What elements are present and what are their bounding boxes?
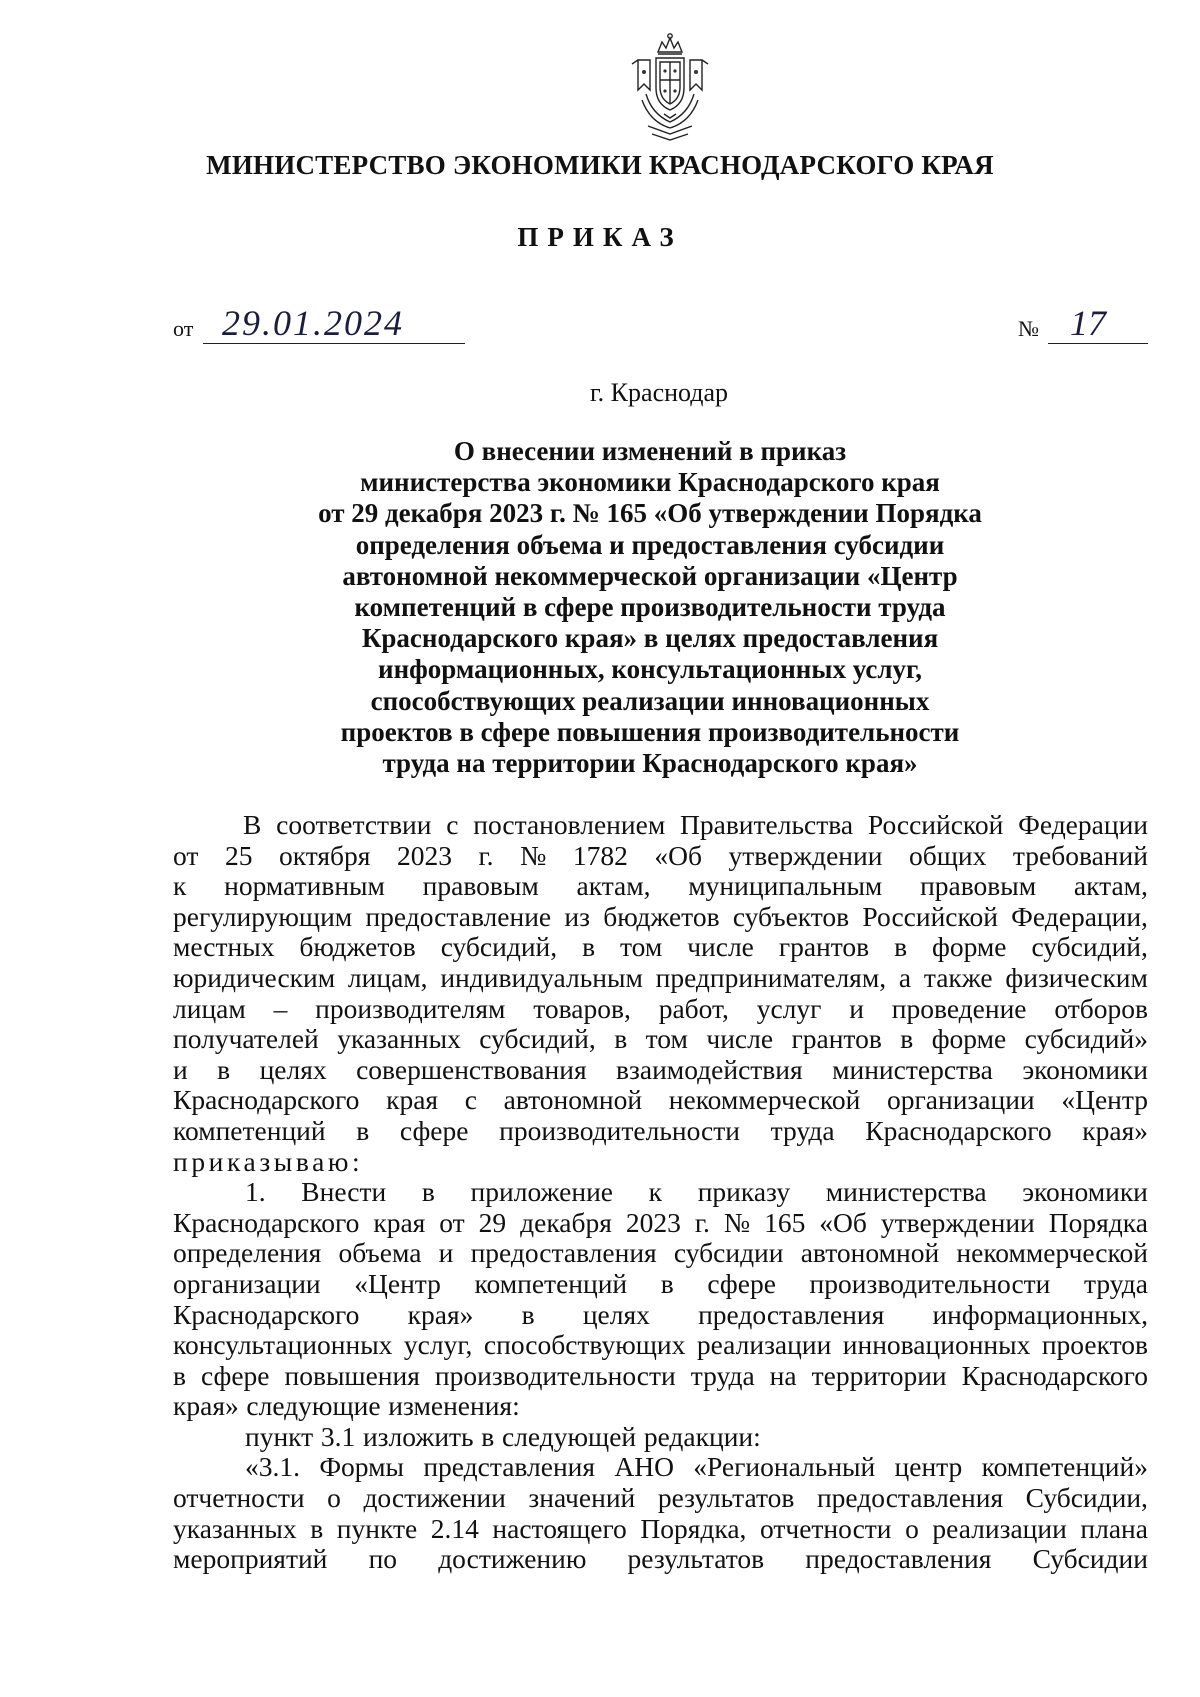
body-line <box>173 1514 1148 1545</box>
body-word: № <box>520 839 547 871</box>
body-word: некоммерческой <box>956 1237 1148 1269</box>
body-word: достижении <box>363 1482 506 1514</box>
body-word: соответствии <box>276 809 432 840</box>
body-word: сфере <box>707 1267 776 1299</box>
body-word: «Региональный <box>693 1451 876 1483</box>
body-word: лицам <box>173 992 246 1024</box>
body-word: 2023 <box>396 839 452 871</box>
body-word: 2023 <box>625 1206 681 1238</box>
body-line <box>173 932 1148 963</box>
body-line <box>173 810 1148 841</box>
body-word: Российской <box>867 809 1004 840</box>
body-word: результатов <box>657 1482 795 1514</box>
body-word: субъектов <box>732 900 850 932</box>
body-word: производительности <box>499 1114 740 1146</box>
body-word: юридическим <box>173 961 336 993</box>
body-word: о <box>905 1512 919 1544</box>
body-word: указанных <box>337 1023 461 1055</box>
body-word: территории <box>811 1359 947 1391</box>
body-word: «3.1. <box>245 1451 300 1483</box>
title-line: Краснодарского края» в целях предоставления <box>361 623 939 654</box>
body-word: предоставления <box>470 1237 657 1269</box>
body-word: достижению <box>438 1543 587 1575</box>
body-word: октября <box>278 839 371 871</box>
body-word: и <box>173 1053 188 1085</box>
body-word: том <box>619 931 663 963</box>
body-line <box>173 1055 1148 1086</box>
body-word: бюджетов <box>299 931 416 963</box>
number-label: № <box>1018 316 1039 341</box>
body-word: 29 <box>478 1206 507 1238</box>
order-title <box>150 436 1150 779</box>
body-word: проектов <box>1041 1329 1148 1361</box>
body-word: информационных, <box>932 1298 1148 1330</box>
body-word: результатов <box>627 1543 765 1575</box>
body-word: труда <box>690 1359 755 1391</box>
title-line: О внесении изменений в приказ <box>453 436 847 466</box>
body-line <box>173 1116 1148 1147</box>
body-word: В <box>243 809 262 840</box>
body-word: компетенций <box>173 1114 326 1146</box>
body-word: края <box>373 1206 426 1238</box>
body-word: том <box>645 1023 688 1055</box>
body-word: Субсидии, <box>1025 1482 1148 1514</box>
title-line: информационных, консультационных услуг, <box>378 654 922 685</box>
body-word: настоящего <box>492 1512 627 1544</box>
body-word: компетенций <box>474 1267 628 1299</box>
body-word: целях <box>582 1298 650 1330</box>
body-word: предпринимателям, <box>655 961 887 993</box>
body-word: грантов <box>778 931 870 963</box>
body-word: в <box>660 1267 674 1299</box>
body-word: изложить <box>362 1420 474 1452</box>
body-line <box>173 1024 1148 1055</box>
body-word: нормативным <box>224 870 385 902</box>
body-word: в <box>356 1114 370 1146</box>
body-word: предоставления <box>805 1543 992 1575</box>
body-word: субсидий» <box>1024 1023 1148 1055</box>
body-word: лицам, <box>347 961 428 993</box>
body-word: края» <box>1082 1114 1148 1146</box>
body-word: утверждении <box>880 1206 1035 1238</box>
body-word: по <box>368 1543 398 1575</box>
title-line: компетенций в сфере производительности труда <box>354 592 946 623</box>
body-word: экономики <box>1022 1053 1148 1085</box>
body-word: Краснодарского <box>961 1359 1148 1391</box>
document-type: ПРИКАЗ <box>517 222 683 252</box>
body-word: пункт <box>245 1420 314 1452</box>
title-line: автономной некоммерческой организации «Центр <box>342 560 958 591</box>
body-word: предоставления <box>816 1482 1004 1514</box>
body-word: редакции: <box>643 1420 761 1452</box>
body-word: требований <box>1012 839 1148 871</box>
body-word: с <box>446 809 459 840</box>
body-word: края» <box>173 1390 239 1422</box>
title-line: проектов в сфере повышения производительности <box>340 716 960 747</box>
body-word: приказу <box>697 1176 791 1208</box>
body-word: Краснодарского <box>173 1084 360 1116</box>
body-word: плана <box>1080 1512 1148 1544</box>
body-word: Формы <box>319 1451 405 1483</box>
ministry-name: МИНИСТЕРСТВО ЭКОНОМИКИ КРАСНОДАРСКОГО КРАЯ <box>206 150 994 180</box>
body-line <box>173 963 1148 994</box>
body-word: в <box>614 1023 628 1055</box>
body-word: муниципальным <box>688 870 883 902</box>
body-word: работ, <box>658 992 729 1024</box>
body-word: числе <box>706 1023 774 1055</box>
body-word: определения <box>173 1237 322 1269</box>
body-word: Порядка, <box>640 1512 747 1544</box>
body-word: к <box>173 870 187 902</box>
body-word: труда <box>1084 1267 1148 1299</box>
body-word: производителям <box>315 992 506 1024</box>
body-word: приложение <box>470 1176 613 1208</box>
body-word: физическим <box>1005 961 1148 993</box>
body-word: числе <box>687 931 754 963</box>
title-line: способствующих реализации инновационных <box>370 685 930 716</box>
body-word: Правительства <box>680 809 854 840</box>
body-word: субсидии <box>673 1237 784 1269</box>
body-word: Внести <box>301 1176 387 1208</box>
body-word: форме <box>932 931 1007 963</box>
body-word: грантов <box>791 1023 882 1055</box>
body-word: компетенций» <box>981 1451 1148 1483</box>
body-word: отчетности <box>173 1482 305 1514</box>
body-word: с <box>464 1084 477 1116</box>
body-word: правовым <box>422 870 539 902</box>
title-line: определения объема и предоставления субсидии <box>355 529 945 560</box>
body-word: повышения <box>284 1359 420 1391</box>
body-word: субсидий, <box>479 1023 596 1055</box>
body-line <box>173 1238 1148 1269</box>
body-word: г. <box>694 1206 710 1238</box>
body-word: отборов <box>1054 992 1148 1024</box>
body-word: в <box>217 1053 231 1085</box>
body-word: организации <box>173 1267 321 1299</box>
body-word: представления <box>423 1451 596 1483</box>
body-line <box>173 1269 1148 1300</box>
body-word: в <box>894 931 908 963</box>
body-word: труда <box>770 1114 835 1146</box>
body-word: услуг, <box>403 1329 473 1361</box>
body-word: Российской <box>862 900 998 932</box>
body-word: указанных <box>173 1512 297 1544</box>
body-word: Федерации, <box>1011 900 1148 932</box>
body-word: центр <box>894 1451 963 1483</box>
coat-of-arms-icon <box>628 30 712 142</box>
body-word: автономной <box>800 1237 940 1269</box>
body-word: г. <box>478 839 494 871</box>
body-word: изменения: <box>388 1390 520 1422</box>
body-word: от <box>173 839 199 871</box>
body-word: «Центр <box>354 1267 441 1299</box>
body-line <box>173 1361 1148 1392</box>
body-word: министерства <box>825 1176 987 1208</box>
body-word: предоставление <box>365 900 552 932</box>
body-line <box>173 1544 1148 1575</box>
title-line: министерства экономики Краснодарского края <box>360 467 940 498</box>
body-word: субсидий, <box>1031 931 1148 963</box>
body-word: пункте <box>336 1512 418 1544</box>
body-line <box>173 1422 1148 1453</box>
body-word: сфере <box>200 1359 270 1391</box>
body-word: 3.1 <box>320 1420 356 1452</box>
body-word: от <box>439 1206 465 1238</box>
body-word: Порядка <box>1048 1206 1148 1238</box>
body-line <box>173 902 1148 933</box>
body-word: о <box>327 1482 341 1514</box>
body-line-prikazyvayu: приказываю: <box>173 1145 364 1177</box>
body-line <box>173 1085 1148 1116</box>
body-word: способствующих <box>483 1329 686 1361</box>
body-word: услуг <box>756 992 822 1024</box>
body-word: декабря <box>520 1206 612 1238</box>
body-word: Краснодарского <box>173 1298 360 1330</box>
body-word: а <box>898 961 912 993</box>
body-word: следующие <box>246 1390 381 1422</box>
body-word: регулирующим <box>173 900 353 932</box>
body-line <box>173 1452 1148 1483</box>
body-word: проведение <box>891 992 1027 1024</box>
body-word: консультационных <box>173 1329 393 1361</box>
body-line <box>173 1483 1148 1514</box>
body-line <box>173 1177 1148 1208</box>
body-word: местных <box>173 931 275 963</box>
body-word: организации <box>887 1084 1035 1116</box>
number-value: 17 <box>1070 303 1106 343</box>
body-word: сфере <box>399 1114 469 1146</box>
body-word: 165 <box>764 1206 806 1238</box>
body-line <box>173 994 1148 1025</box>
body-word: реализации <box>696 1329 832 1361</box>
body-word: значений <box>528 1482 636 1514</box>
body-word: Краснодарского <box>173 1206 360 1238</box>
body-word: следующей <box>501 1420 637 1452</box>
body-word: актам, <box>576 870 651 902</box>
body-word: «Об <box>654 839 702 871</box>
body-word: инновационных <box>842 1329 1031 1361</box>
body-word: утверждении <box>728 839 883 871</box>
body-word: постановлением <box>473 809 666 840</box>
body-word: АНО <box>614 1451 674 1483</box>
body-line <box>173 871 1148 902</box>
body-word: объема <box>338 1237 422 1269</box>
body-word: и <box>438 1237 454 1269</box>
city-name: г. Краснодар <box>589 378 729 407</box>
body-word: в <box>582 931 596 963</box>
body-word: также <box>923 961 993 993</box>
body-word: 1. <box>245 1176 266 1208</box>
body-word: к <box>648 1176 663 1208</box>
body-word: 25 <box>224 839 253 871</box>
body-word: и <box>849 992 864 1024</box>
body-word: края» <box>407 1298 474 1330</box>
body-word: некоммерческой <box>668 1084 861 1116</box>
date-value: 29.01.2024 <box>222 303 404 343</box>
body-word: мероприятий <box>173 1543 328 1575</box>
body-word: бюджетов <box>603 900 720 932</box>
body-word: в <box>421 1176 435 1208</box>
body-word: в <box>521 1298 535 1330</box>
body-word: общих <box>908 839 987 871</box>
body-line <box>173 1300 1148 1331</box>
body-word: в <box>900 1023 914 1055</box>
body-word: взаимодействия <box>616 1053 803 1085</box>
body-word: товаров, <box>533 992 631 1024</box>
body-word: производительности <box>809 1267 1051 1299</box>
body-word: министерства <box>832 1053 993 1085</box>
body-word: форме <box>931 1023 1007 1055</box>
body-line <box>173 1391 1148 1422</box>
body-word: автономной <box>503 1084 643 1116</box>
body-word: актам, <box>1073 870 1148 902</box>
body-word: Федерации <box>1018 809 1148 840</box>
title-line: труда на территории Краснодарского края» <box>382 748 918 779</box>
body-word: «Об <box>819 1206 867 1238</box>
body-word: предоставления <box>698 1298 885 1330</box>
body-word: отчетности <box>759 1512 892 1544</box>
body-word: правовым <box>920 870 1037 902</box>
body-word: индивидуальным <box>440 961 643 993</box>
body-word: Краснодарского <box>865 1114 1052 1146</box>
body-word: экономики <box>1022 1176 1148 1208</box>
body-word: 1782 <box>572 839 628 871</box>
body-word: края <box>386 1084 439 1116</box>
body-word: из <box>564 900 590 932</box>
body-word: в <box>310 1512 324 1544</box>
body-line <box>173 1208 1148 1239</box>
body-word: совершенствования <box>356 1053 587 1085</box>
order-body <box>173 810 1148 1575</box>
body-word: № <box>723 1206 751 1238</box>
body-word: в <box>173 1359 186 1391</box>
body-word: субсидий, <box>440 931 558 963</box>
body-word: Субсидии <box>1032 1543 1148 1575</box>
body-word: получателей <box>173 1023 319 1055</box>
body-word: – <box>273 992 288 1024</box>
body-line <box>173 841 1148 872</box>
body-word: в <box>481 1420 495 1452</box>
date-label: от <box>173 316 194 341</box>
body-word: на <box>769 1359 797 1391</box>
body-word: целях <box>259 1053 327 1085</box>
body-word: реализации <box>932 1512 1067 1544</box>
body-word: «Центр <box>1061 1084 1148 1116</box>
body-word: производительности <box>434 1359 676 1391</box>
title-line: от 29 декабря 2023 г. № 165 «Об утверждении Порядка <box>318 498 982 529</box>
body-line <box>173 1330 1148 1361</box>
body-word: 2.14 <box>430 1512 479 1544</box>
